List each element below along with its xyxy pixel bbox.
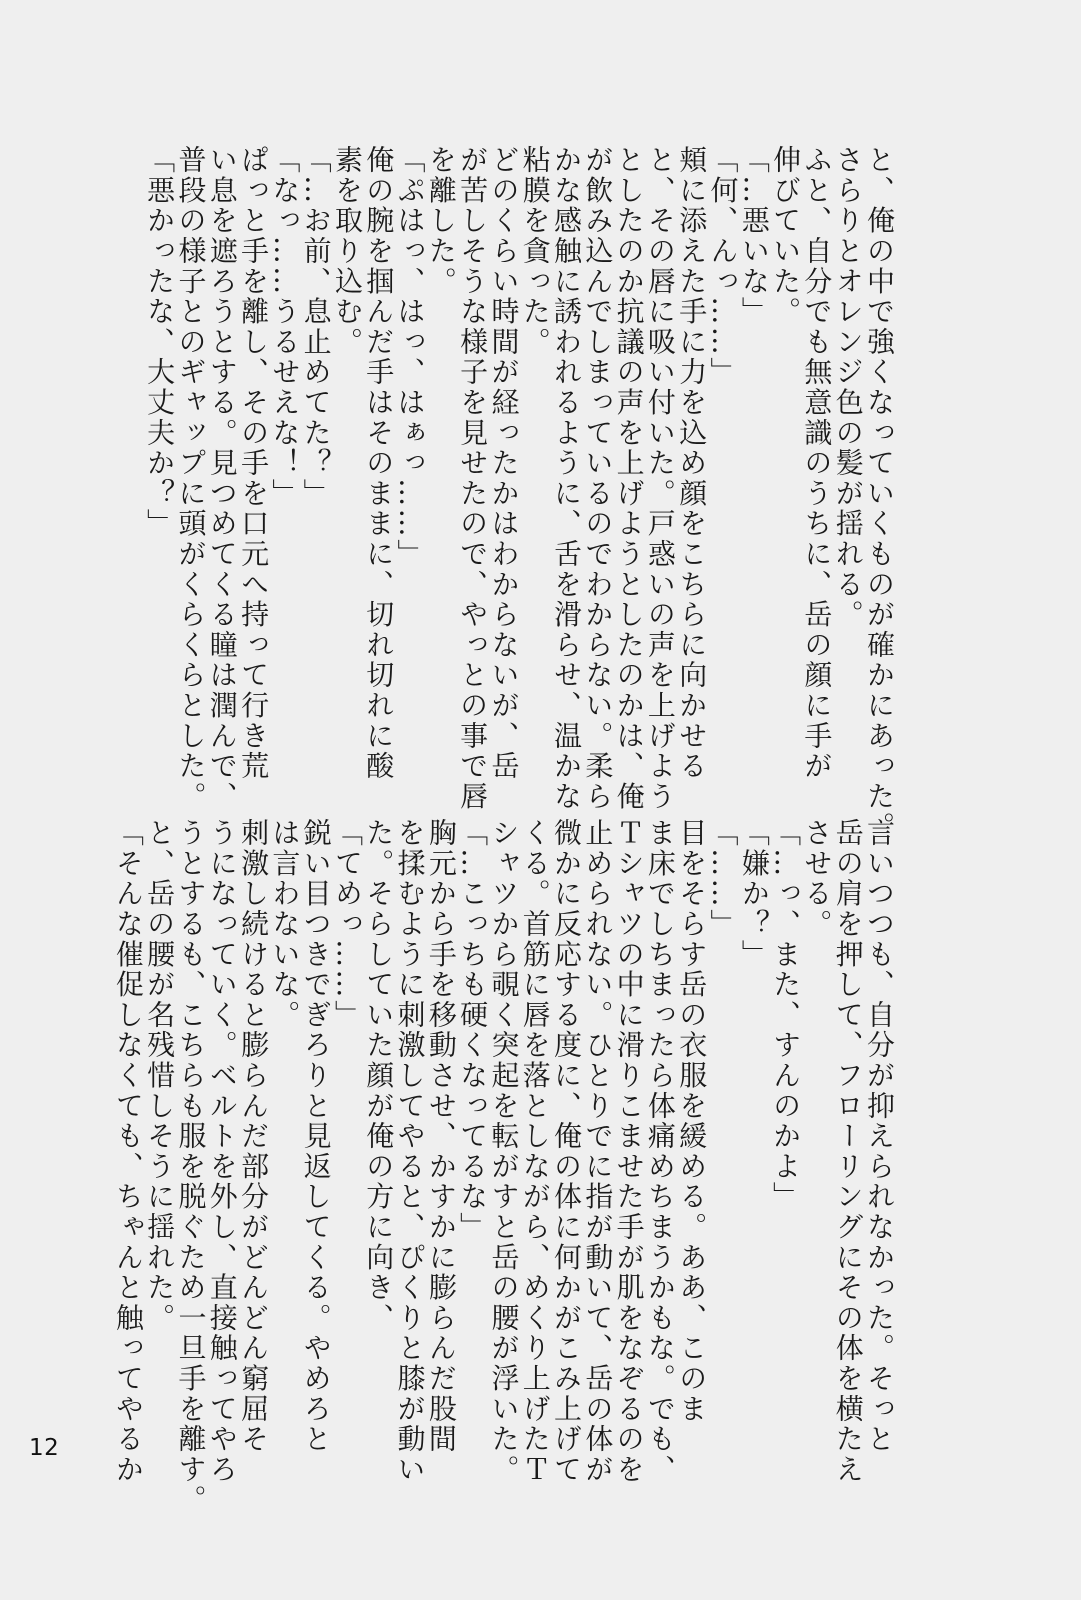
text-line: 「そんな催促しなくても、ちゃんと触ってやるか [111,818,145,1485]
text-line: 俺の腕を掴んだ手はそのままに、切れ切れに酸 [362,145,396,782]
text-line: 刺激し続けると膨らんだ部分がどんどん窮屈そ [237,818,271,1455]
text-line: と、俺の中で強くなっていくものが確かにあった。 [863,145,896,842]
upper-text-block [143,145,896,842]
text-line: かな感触に誘われるように、舌を滑らせ、温かな [550,145,584,812]
text-line: 頬に添えた手に力を込め顔をこちらに向かせる [675,145,709,782]
text-line: 「…お前、息止めてた？」 [299,145,333,509]
text-line: を揉むように刺激してやると、ぴくりと膝が動い [393,818,427,1485]
text-line: 胸元から手を移動させ、かすかに膨らんだ股間 [424,818,458,1455]
text-line: 素を取り込む。 [330,145,364,358]
text-line: どのくらい時間が経ったかはわからないが、岳 [487,145,521,782]
text-line: させる。 [800,818,834,940]
text-line: い息を遮ろうとする。見つめてくる瞳は潤んで、 [205,145,239,812]
text-line: 鋭い目つきでぎろりと見返してくる。やめろと [299,818,333,1455]
text-line: Ｔシャツの中に滑りこませた手が肌をなぞるのを [612,818,646,1485]
text-line: が飲み込んでしまっているのでわからない。柔ら [581,145,615,812]
text-line: が苦しそうな様子を見せたので、やっとの事で唇 [456,145,490,812]
text-line: うとするも、こちらも服を脱ぐため一旦手を離す。 [174,818,208,1515]
text-line: うになっていく。ベルトを外し、直接触ってやろ [205,818,239,1485]
text-line: としたのか抗議の声を上げようとしたのかは、俺 [612,145,646,812]
text-line: シャツから覗く突起を転がすと岳の腰が浮いた。 [487,818,521,1485]
text-line: 「嫌か？」 [737,818,771,970]
text-line: 「何、んっ……」 [706,145,740,388]
text-line: た。そらしていた顔が俺の方に向き、 [362,818,396,1334]
text-line: ま床でしちまったら体痛めちまうかもな。でも、 [643,818,677,1485]
text-line: を離した。 [424,145,458,297]
text-line: 普段の様子とのギャップに頭がくらくらとした。 [174,145,208,812]
text-line: 「悪かったな、大丈夫か？」 [143,145,177,539]
page-number: 12 [29,1435,60,1461]
text-line: 「…悪いな」 [737,145,771,327]
text-line: 「…こっちも硬くなってるな」 [456,818,490,1243]
text-line: 目をそらす岳の衣服を緩める。ああ、このま [675,818,709,1424]
text-line: と、その唇に吸い付いた。戸惑いの声を上げよう [643,145,677,812]
text-line: ぱっと手を離し、その手を口元へ持って行き荒 [237,145,271,782]
text-line: ふと、自分でも無意識のうちに、岳の顔に手が [800,145,834,782]
text-line: は言わないな。 [268,818,302,1031]
text-line: さらりとオレンジ色の髪が揺れる。 [831,145,865,630]
text-line: 「ぷはっ、はっ、はぁっ……」 [393,145,427,570]
text-line: 止められない。ひとりでに指が動いて、岳の体が [581,818,615,1485]
text-line: 伸びていた。 [769,145,803,327]
text-line: 岳の肩を押して、フローリングにその体を横たえ [831,818,865,1485]
text-line: 微かに反応する度に、俺の体に何かがこみ上げて [550,818,584,1485]
text-line: と、岳の腰が名残惜しそうに揺れた。 [143,818,177,1334]
lower-text-block [111,818,896,1515]
text-line: くる。首筋に唇を落としながら、めくり上げたＴ [518,818,552,1485]
text-line: 「……」 [706,818,740,940]
text-line: 粘膜を貪った。 [518,145,552,358]
text-line: 「…っ、また、すんのかよ」 [769,818,803,1212]
text-line: 言いつつも、自分が抑えられなかった。そっと [863,818,896,1455]
text-line: 「なっ……うるせえな！」 [268,145,302,509]
text-line: 「てめっ……」 [330,818,364,1031]
